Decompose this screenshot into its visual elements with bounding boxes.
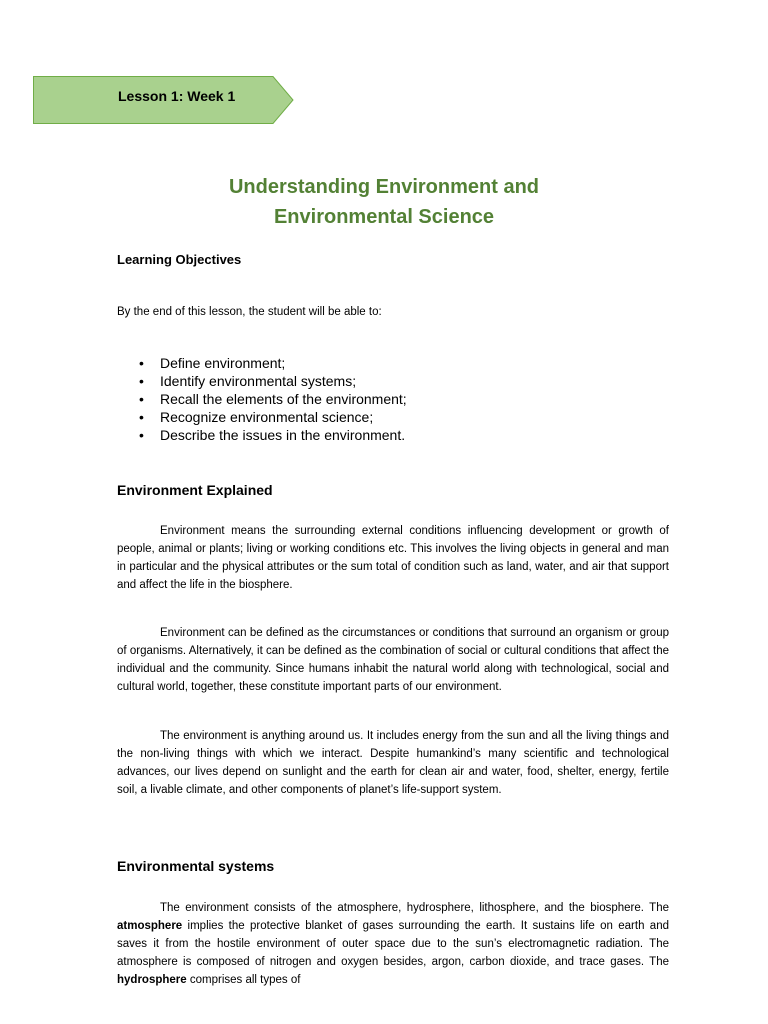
lesson-label: Lesson 1: Week 1 bbox=[118, 88, 236, 104]
page-title-line-2: Environmental Science bbox=[273, 206, 495, 228]
paragraph: Environment means the surrounding external conditions influencing development or growth of people, animal or plants; living or working conditions etc. This involves the living objects in general and man in particular and the physical attributes or the sum total of condition such as land, water, and air that support and affect the life in the biosphere. bbox=[117, 525, 669, 591]
paragraph: Environment can be defined as the circumstances or conditions that surround an organism or group of organisms. Alternatively, it can be defined as the combination of social or cultural conditions that affect the individual and the community. Since humans inhabit the natural world along with technological, social and cultural world, together, these constitute important parts of our environment. bbox=[117, 627, 669, 693]
objective-item: • Define environment; bbox=[117, 354, 407, 372]
paragraph-text: implies the protective blanket of gases surrounding the earth. It sustains life on earth and saves it from the hostile environment of outer space due to the sun’s electromagnetic radiation. The atmosphere is composed of nitrogen and oxygen besides, argon, carbon dioxide, and trace gases. The bbox=[117, 920, 669, 968]
page-title-line-1: Understanding Environment and bbox=[228, 176, 540, 198]
objective-item: • Identify environmental systems; bbox=[117, 372, 407, 390]
environment-explained-heading: Environment Explained bbox=[117, 482, 273, 498]
term-hydrosphere: hydrosphere bbox=[117, 974, 187, 986]
objectives-list bbox=[117, 354, 407, 444]
objectives-intro: By the end of this lesson, the student will be able to: bbox=[117, 306, 382, 318]
environmental-systems-heading: Environmental systems bbox=[117, 858, 275, 874]
lesson-banner bbox=[33, 76, 293, 124]
learning-objectives-heading: Learning Objectives bbox=[117, 252, 242, 267]
objective-item: • Recall the elements of the environment; bbox=[117, 390, 407, 408]
objective-item: • Describe the issues in the environment. bbox=[117, 426, 407, 444]
paragraph: The environment is anything around us. It includes energy from the sun and all the living things and the non-living things with which we interact. Despite humankind’s many scientific and technological advances, our lives depend on sunlight and the earth for clean air and water, food, shelter, energy, fertile soil, a livable climate, and other components of planet’s life-support system. bbox=[117, 730, 669, 796]
paragraph-text: The environment consists of the atmosphere, hydrosphere, lithosphere, and the biosphere. The bbox=[160, 902, 669, 914]
objective-item: • Recognize environmental science; bbox=[117, 408, 407, 426]
paragraph bbox=[117, 899, 669, 989]
page-title bbox=[0, 172, 768, 232]
term-atmosphere: atmosphere bbox=[117, 920, 183, 932]
paragraph-text: comprises all types of bbox=[186, 974, 301, 986]
